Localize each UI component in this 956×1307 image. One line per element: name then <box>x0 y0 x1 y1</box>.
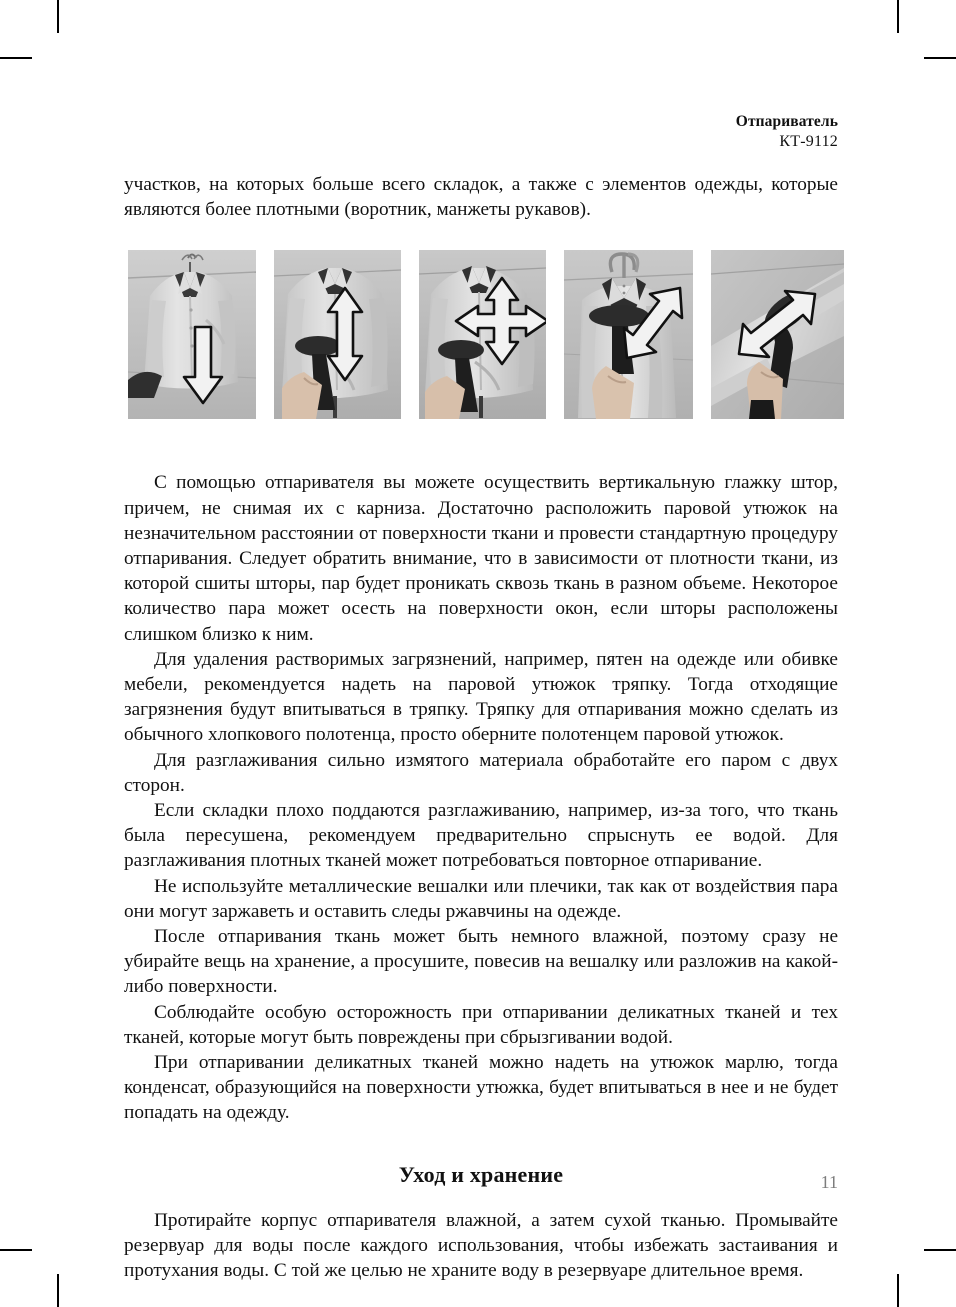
crop-mark-top-left-horizontal <box>0 57 32 59</box>
figure-strip <box>128 250 840 419</box>
body-paragraph: После отпаривания ткань может быть немного влажной, поэтому сразу не убирайте вещь на хранение, а просушите, повесив на вешалку или разложив на какой-либо поверхности. <box>124 926 838 998</box>
body-paragraph: Если складки плохо поддаются разглаживанию, например, из-за того, что ткань была пересушена, рекомендуем предварительно спрыснуть ее водой. Для разглаживания плотных тканей может потребоваться повторное отпаривание. <box>124 800 838 872</box>
body-paragraph: При отпаривании деликатных тканей можно надеть на утюжок марлю, тогда конденсат, образующийся на поверхности утюжка, будет впитываться в нее и не будет попадать на одежду. <box>124 1052 838 1124</box>
crop-mark-top-right-horizontal <box>924 57 956 59</box>
crop-mark-bottom-left-horizontal <box>0 1249 32 1251</box>
crop-mark-bottom-left-vertical <box>57 1274 59 1307</box>
body-paragraph: Для разглаживания сильно измятого материала обработайте его паром с двух сторон. <box>124 749 838 796</box>
photo-shirt-hanger-down-arrow <box>128 250 256 419</box>
running-head-model: КТ-9112 <box>779 132 838 150</box>
body-paragraph: Не используйте металлические вешалки или плечики, так как от воздействия пара они могут заржаветь и оставить следы ржавчины на одежде. <box>124 875 838 922</box>
page-number: 11 <box>820 1172 838 1192</box>
paragraph-continued: участков, на которых больше всего складок, а также с элементов одежды, которые являются более плотными (воротник, манжеты рукавов). <box>124 174 838 221</box>
section-heading-care-and-storage: Уход и хранение <box>398 1161 564 1187</box>
heading-top-spacer <box>124 1126 838 1162</box>
crop-mark-bottom-right-horizontal <box>924 1249 956 1251</box>
photo-closeup-steamer-diagonal-arrow <box>711 250 844 419</box>
body-paragraph: Соблюдайте особую осторожность при отпаривании деликатных тканей и тех тканей, которые могут быть повреждены при сбрызгивании водой. <box>124 1001 838 1048</box>
photo-shirt-steamer-cross-arrow <box>419 250 546 419</box>
crop-mark-top-right-vertical <box>897 0 899 33</box>
photo-collar-steamer-diagonal-arrow <box>564 250 693 419</box>
photo-shirt-steamer-vertical-arrow <box>274 250 401 419</box>
crop-mark-top-left-vertical <box>57 0 59 33</box>
body-paragraph: С помощью отпаривателя вы можете осуществить вертикальную глажку штор, причем, не снимая их с карниза. Достаточно расположить паровой утюжок на незначительном расстоянии от поверхности ткани и провести стандартную процедуру отпаривания. Следует обратить внимание, что в зависимости от плотности ткани, из которой сшиты шторы, пар будет проникать сквозь ткань в разном объеме. Некоторое количество пара может осесть на поверхности окон, если шторы расположены слишком близко к ним. <box>124 472 838 645</box>
section-paragraph: Протирайте корпус отпаривателя влажной, а затем сухой тканью. Промывайте резервуар для воды после каждого использования, чтобы избежать застаивания и протухания воды. С той же целью не храните воду в резервуаре длительное время. <box>124 1209 838 1282</box>
body-paragraph: Для удаления растворимых загрязнений, например, пятен на одежде или обивке мебели, рекомендуется надеть на паровой утюжок тряпку. Тогда отходящие загрязнения будут впитываться в тряпку. Тряпку для отпаривания можно сделать из обычного хлопкового полотенца, просто оберните полотенцем паровой утюжок. <box>124 648 838 746</box>
running-head <box>736 112 838 152</box>
crop-mark-bottom-right-vertical <box>897 1274 899 1307</box>
running-head-product: Отпариватель <box>735 113 838 130</box>
